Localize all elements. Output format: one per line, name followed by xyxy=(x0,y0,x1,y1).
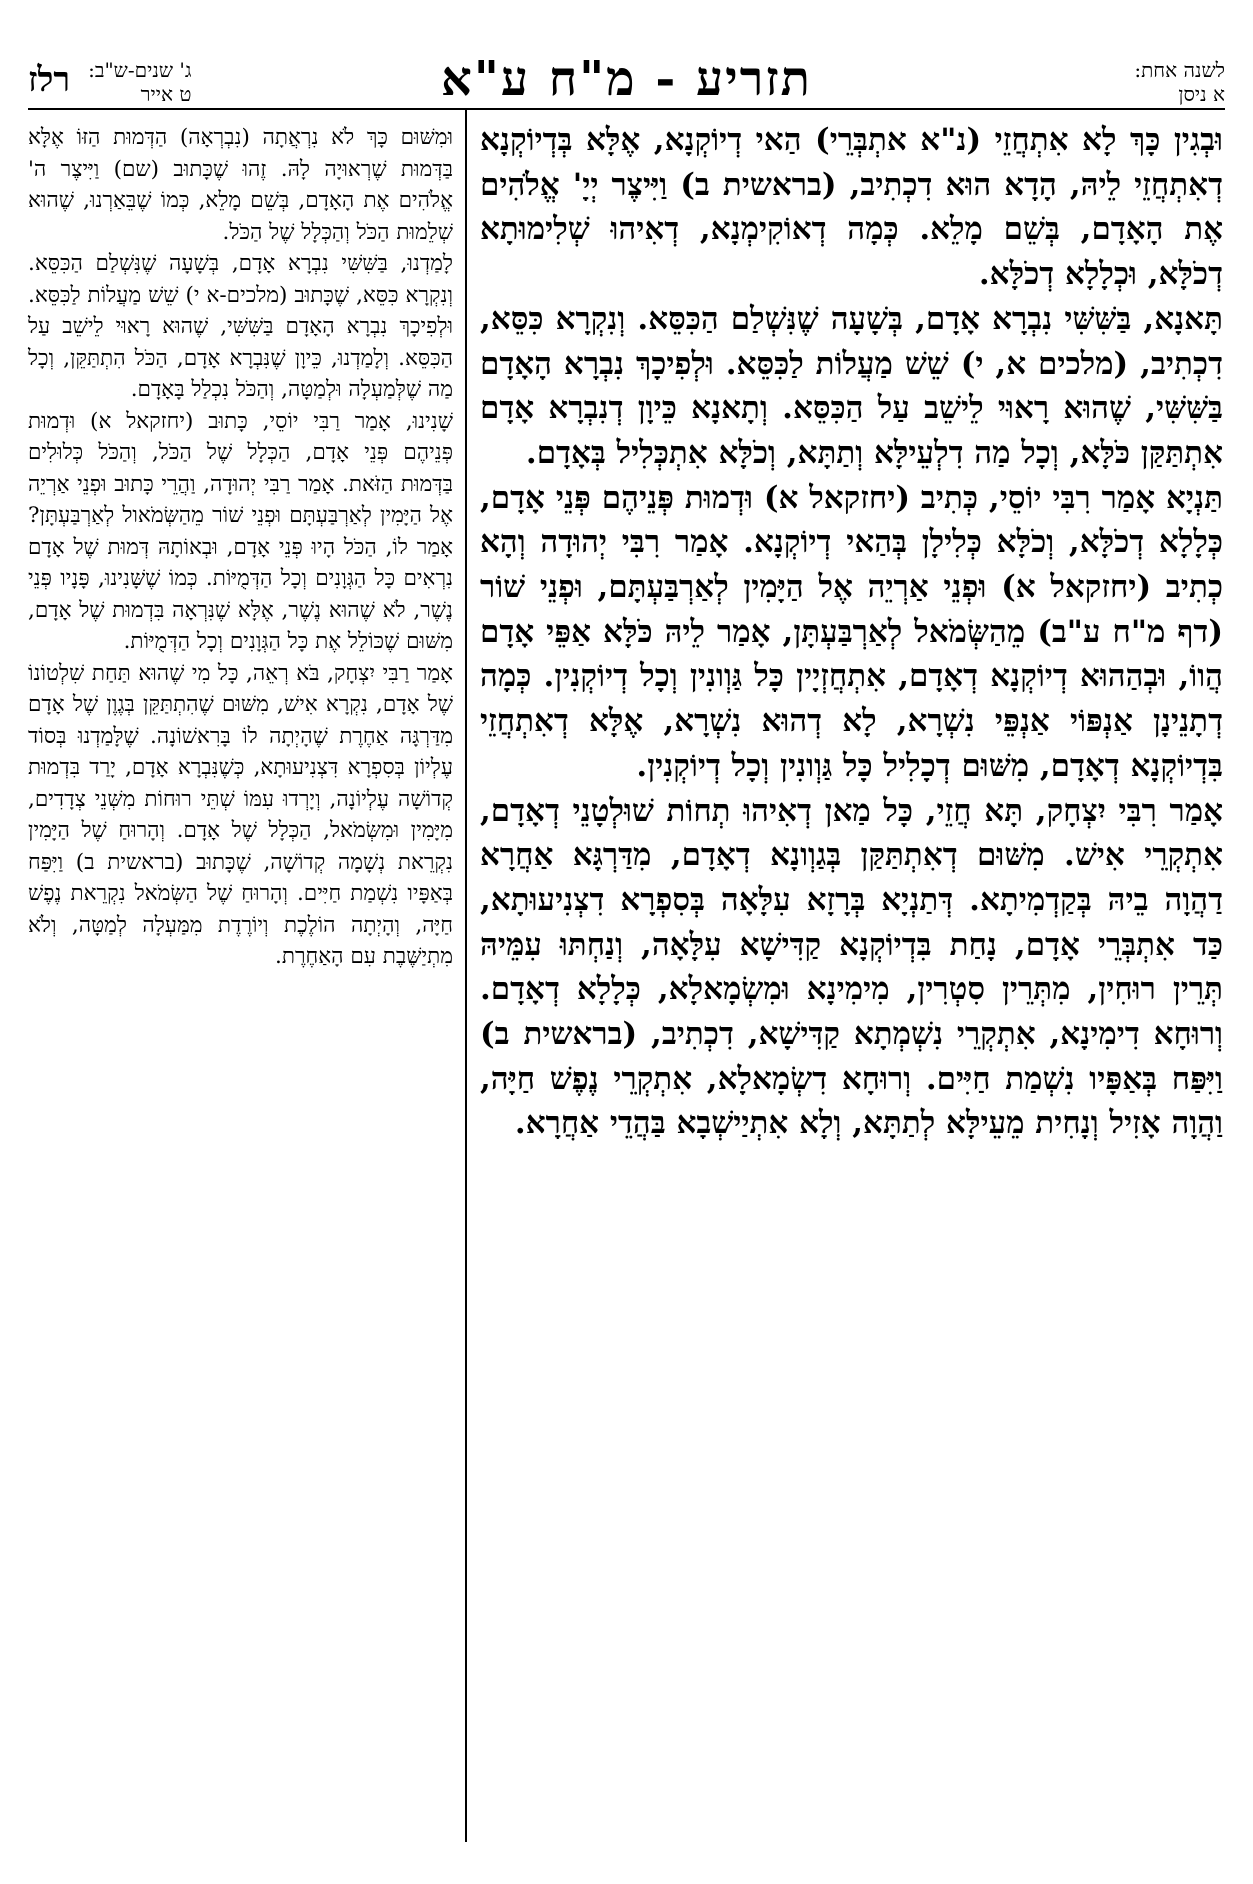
commentary-paragraph: לָמַדְנוּ, בַּשִּׁשִּׁי נִבְרָא אָדָם, בְּשָׁעָה שֶׁנִּשְׁלַם הַכִּסֵּא. וְנִקְרָא כִּסֵּא, שֶׁכָּתוּב (מלכים-א י) שֵׁשׁ מַעֲלוֹת לַכִּסֵּא. וּלְפִיכָךְ נִבְרָא הָאָדָם בַּשִּׁשִּׁי, שֶׁהוּא רָאוּי לֵישֵׁב עַל הַכִּסֵּא. וְלָמַדְנוּ, כֵּיוָן שֶׁנִּבְרָא אָדָם, הַכֹּל הִתְתַּקֵּן, וְכָל מַה שֶׁלְּמַעְלָה וּלְמַטָּה, וְהַכֹּל נִכְלַל בָּאָדָם. xyxy=(28,251,453,402)
schedule-date: א ניסן xyxy=(1178,82,1225,106)
commentary-paragraph: אָמַר רַבִּי יִצְחָק, בֹּא רְאֵה, כָּל מִי שֶׁהוּא תַּחַת שִׁלְטוֹנוֹ שֶׁל אָדָם, נִקְרָא אִישׁ, מִשּׁוּם שֶׁהִתְתַּקֵּן בְּגֶוֶן שֶׁל אָדָם מִדַּרְגָּה אַחֶרֶת שֶׁהָיְתָה לוֹ בָּרִאשׁוֹנָה. שֶׁלָּמַדְנוּ בְּסוֹד עֶלְיוֹן בְּסִפְרָא דִּצְנִיעוּתָא, כְּשֶׁנִּבְרָא אָדָם, יָרַד בִּדְמוּת קְדוֹשָׁה עֶלְיוֹנָה, וְיָרְדוּ עִמּוֹ שְׁתֵּי רוּחוֹת מִשְּׁנֵי צְדָדִים, מִיָּמִין וּמִשְּׂמֹאל, הַכְּלָל שֶׁל אָדָם. וְהָרוּחַ שֶׁל הַיָּמִין נִקְרֵאת נְשָׁמָה קְדוֹשָׁה, שֶׁכָּתוּב (בראשית ב) וַיִּפַּח בְּאַפָּיו נִשְׁמַת חַיִּים. וְהָרוּחַ שֶׁל הַשְּׂמֹאל נִקְרֵאת נֶפֶשׁ חַיָּה, וְהָיְתָה הוֹלֶכֶת וְיוֹרֶדֶת מִמַּעְלָה לְמַטָּה, וְלֹא מִתְיַשֶּׁבֶת עִם הָאַחֶרֶת. xyxy=(28,660,453,969)
main-text-column xyxy=(480,118,1223,1146)
schedule-label: לשנה אחת: xyxy=(1134,58,1225,82)
main-paragraph: אָמַר רִבִּי יִצְחָק, תָּא חֲזֵי, כָּל מַאן דְאִיהוּ תְחוֹת שׁוּלְטָנֵי דְאָדָם, אִתְקְרֵי אִישׁ. מִשּׁוּם דְאִתְתַּקַּן בְּגַוְונָא דְאָדָם, מִדַּרְגָּא אַחֲרָא דַהֲוָה בֵיהּ בְּקַדְמִיתָא. דְּתַנְיָא בְּרָזָא עִלָּאָה בְּסִפְרָא דִצְנִיעוּתָא, כַּד אִתְבְּרֵי אָדָם, נָחַת בִּדְיוֹקְנָא קַדִּישָׁא עִלָּאָה, וְנַחְתּוּ עִמֵּיהּ תְּרֵין רוּחִין, מִתְּרֵין סִטְרִין, מִימִינָא וּמִשְׂמָאלָא, כְּלָלָא דְאָדָם. וְרוּחָא דִימִינָא, אִתְקְרֵי נִשְׁמְתָא קַדִּישָׁא, דִכְתִיב, (בראשית ב) וַיִּפַּח בְּאַפָּיו נִשְׁמַת חַיִּים. וְרוּחָא דִשְׂמָאלָא, אִתְקְרֵי נֶפֶשׁ חַיָּה, וַהֲוָה אָזִיל וְנָחִית מֵעֵילָּא לְתַתָּא, וְלָא אִתְיַישְׁבָא בַּהֲדֵי אַחֲרָא. xyxy=(480,792,1223,1142)
column-divider xyxy=(465,108,467,1842)
schedule-date: ט אייר xyxy=(140,82,192,106)
study-schedule-three-years xyxy=(28,58,191,106)
page-header xyxy=(28,48,1225,110)
page-number: רלז xyxy=(28,60,71,100)
main-paragraph: תַּנְיָא אָמַר רִבִּי יוֹסֵי, כְּתִיב (יחזקאל א) וּדְמוּת פְּנֵיהֶם פְּנֵי אָדָם, כְּלָלָא דְכֹלָּא, וְכֹלָּא כְּלִילָן בְּהַאי דְיוֹקְנָא. אָמַר רִבִּי יְהוּדָה וְהָא כְתִיב (יחזקאל א) וּפְנֵי אַרְיֵה אֶל הַיָּמִין לְאַרְבַּעְתָּם, וּפְנֵי שׁוֹר (דף מ"ח ע"ב) מֵהַשְּׂמֹאל לְאַרְבַּעְתָּן, אָמַר לֵיהּ כֹּלָּא אַפֵּי אָדָם הֲווֹ, וּבְהַהוּא דְיוֹקְנָא דְאָדָם, אִתְחֲזְיָין כָּל גַּוְונִין וְכָל דְיוֹקְנִין. כְּמָה דְתָנֵינָן אַנְפּוֹי אַנְפֵּי נִשְׁרָא, לָא דְהוּא נִשְׁרָא, אֶלָּא דְאִתְחֲזֵי בִּדְיוֹקְנָא דְאָדָם, מִשּׁוּם דְכָלִיל כָּל גַּוְונִין וְכָל דְיוֹקְנִין. xyxy=(480,479,1223,784)
commentary-column xyxy=(28,122,453,973)
header-divider xyxy=(28,108,1225,110)
page-title: תזריע - מ"ח ע"א xyxy=(441,51,812,107)
commentary-paragraph: שָׁנִינוּ, אָמַר רַבִּי יוֹסֵי, כָּתוּב (יחזקאל א) וּדְמוּת פְּנֵיהֶם פְּנֵי אָדָם, הַכְּלָל שֶׁל הַכֹּל, וְהַכֹּל כְּלוּלִים בַּדְּמוּת הַזֹּאת. אָמַר רַבִּי יְהוּדָה, וַהֲרֵי כָּתוּב וּפְנֵי אַרְיֵה אֶל הַיָּמִין לְאַרְבַּעְתָּם וּפְנֵי שׁוֹר מֵהַשְּׂמֹאול לְאַרְבַּעְתָּן? אָמַר לוֹ, הַכֹּל הָיוּ פְּנֵי אָדָם, וּבְאוֹתָהּ דְּמוּת שֶׁל אָדָם נִרְאִים כָּל הַגְּוָנִים וְכָל הַדְּמֻיּוֹת. כְּמוֹ שֶׁשָּׁנִינוּ, פָּנָיו פְּנֵי נֶשֶׁר, לֹא שֶׁהוּא נֶשֶׁר, אֶלָּא שֶׁנִּרְאָה בִּדְמוּת שֶׁל אָדָם, מִשּׁוּם שֶׁכּוֹלֵל אֶת כָּל הַגְּוָנִים וְכָל הַדְּמֻיּוֹת. xyxy=(28,408,453,654)
commentary-paragraph: וּמִשּׁוּם כָּךְ לֹא נִרְאֲתָה (נִבְרְאָה) הַדְּמוּת הַזּוֹ אֶלָּא בַּדְּמוּת שֶׁרְאוּיָה לָהּ. זֶהוּ שֶׁכָּתוּב (שם) וַיִּיצֶר ה' אֱלֹהִים אֶת הָאָדָם, בְּשֵׁם מָלֵא, כְּמוֹ שֶׁבֵּאַרְנוּ, שֶׁהוּא שְׁלֵמוּת הַכֹּל וְהַכְּלָל שֶׁל הַכֹּל. xyxy=(28,125,453,245)
schedule-label: ג' שנים-ש"ב: xyxy=(88,58,192,82)
main-paragraph: תָּאנָא, בַּשִּׁשִּׁי נִבְרָא אָדָם, בְּשָׁעָה שֶׁנִּשְׁלַם הַכִּסֵּא. וְנִקְרָא כִּסֵּא, דִכְתִיב, (מלכים א, י) שֵׁשׁ מַעֲלוֹת לַכִּסֵּא. וּלְפִיכָךְ נִבְרָא הָאָדָם בַּשִּׁשִּׁי, שֶׁהוּא רָאוּי לֵישֵׁב עַל הַכִּסֵּא. וְתָאנָא כֵּיוָן דְנִבְרָא אָדָם אִתְתַּקַּן כֹּלָּא, וְכָל מַה דִלְעֵילָּא וְתַתָּא, וְכֹלָּא אִתְכְּלִיל בְּאָדָם. xyxy=(480,300,1223,471)
main-paragraph: וּבְגִין כָּךְ לָא אִתְחֲזֵי (נ"א אתְבְּרֵי) הַאי דְיוֹקְנָא, אֶלָּא בְּדְיוֹקְנָא דְאִתְחֲזֵי לֵיהּ, הָדָא הוּא דִכְתִיב, (בראשית ב) וַיִּיצֶר יְיָ' אֱלֹהִים אֶת הָאָדָם, בְּשֵׁם מָלֵא. כְּמָה דְאוֹקִימְנָא, דְאִיהוּ שְׁלִימוּתָא דְכֹלָּא, וּכְלָלָא דְכֹלָּא. xyxy=(480,122,1223,293)
